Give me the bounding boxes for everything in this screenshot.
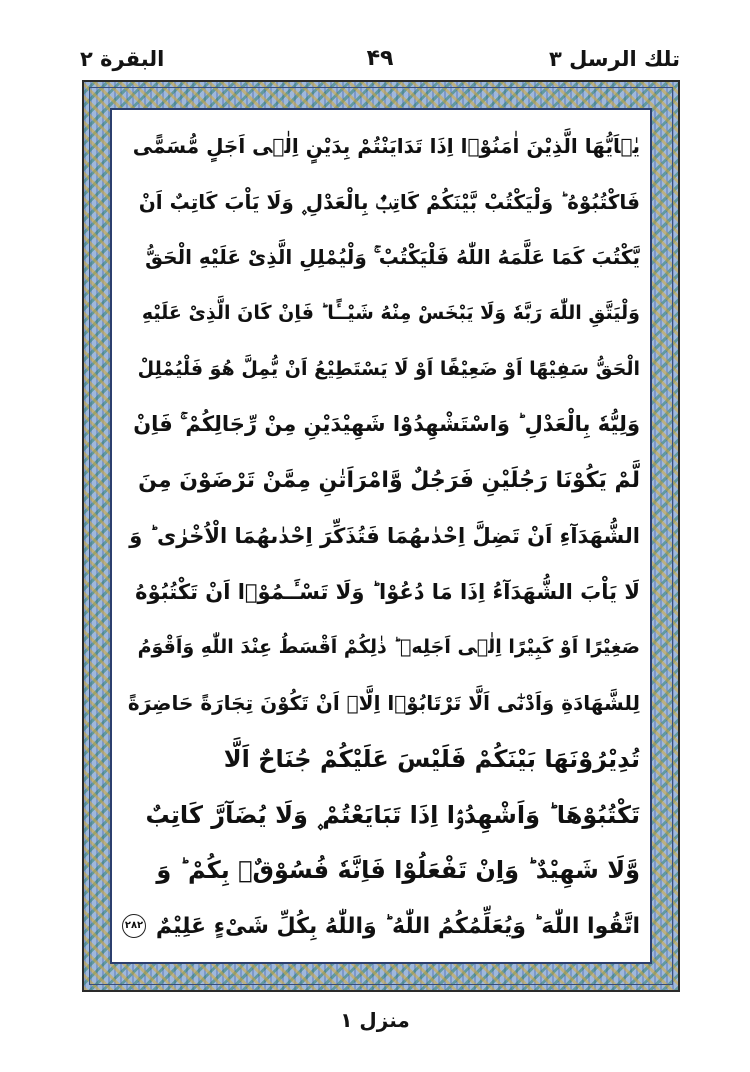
verse-line [122, 341, 640, 397]
verse-text: لَا يَاْبَ الشُّهَدَآءُ اِذَا مَا دُعُوْا ؕ وَلَا تَسْـَٔـمُوْۤا اَنْ تَكْتُبُوْهُ [135, 579, 640, 604]
verse-text: الْحَقُّ سَفِيْهًا اَوْ ضَعِيْفًا اَوْ لَا يَسْتَطِيْعُ اَنْ يُّمِلَّ هُوَ فَلْيُمْلِلْ [137, 357, 640, 380]
verse-text: لَّمْ يَكُوْنَا رَجُلَيْنِ فَرَجُلٌ وَّامْرَاَتٰنِ مِمَّنْ تَرْضَوْنَ مِنَ [138, 467, 640, 493]
verse-line [122, 174, 640, 230]
verse-text: لِلشَّهَادَةِ وَاَدْنٰٓى اَلَّا تَرْتَابُوْۤا اِلَّاۤ اَنْ تَكُوْنَ تِجَارَةً حَاضِرَةً [127, 691, 640, 716]
verse-line [122, 118, 640, 174]
verse-line [122, 452, 640, 508]
verse-line [122, 787, 640, 843]
ornamental-border [82, 80, 680, 992]
verse-text: فَاكْتُبُوْهُ ؕ وَلْيَكْتُبْ بَّيْنَكُمْ كَاتِبٌۢ بِالْعَدْلِ ۪ وَلَا يَاْبَ كَاتِبٌ اَنْ [138, 189, 640, 214]
verse-line [122, 229, 640, 285]
verse-line [122, 843, 640, 899]
verse-lines [122, 118, 640, 954]
verse-line [122, 285, 640, 341]
page-number: ۴۹ [366, 46, 394, 71]
surah-name: البقرة ٢ [80, 47, 165, 71]
manzil-label: منزل ۱ [340, 1008, 410, 1032]
verse-text: تَكْتُبُوْهَا ؕ وَاَشْهِدُوْۤا اِذَا تَبَايَعْتُمْ ۪ وَلَا يُضَآرَّ كَاتِبٌ [145, 800, 640, 829]
verse-line [122, 397, 640, 453]
verse-line [122, 898, 640, 954]
juz-name: تلك الرسل ٣ [548, 47, 680, 71]
verse-line [122, 620, 640, 676]
verse-text: صَغِيْرًا اَوْ كَبِيْرًا اِلٰۤى اَجَلِهٖ ؕ ذٰلِكُمْ اَقْسَطُ عِنْدَ اللّٰهِ وَاَقْوَمُ [137, 636, 640, 659]
verse-line [122, 508, 640, 564]
verse-line [122, 731, 640, 787]
verse-text: الشُّهَدَآءِ اَنْ تَضِلَّ اِحْدٰٮهُمَا فَتُذَكِّرَ اِحْدٰٮهُمَا الْاُخْرٰى ؕ وَ [129, 524, 640, 548]
verse-text: يٰۤاَيُّهَا الَّذِيْنَ اٰمَنُوْۤا اِذَا تَدَايَنْتُمْ بِدَيْنٍ اِلٰۤى اَجَلٍ مُّسَمًّى [132, 133, 640, 158]
verse-text: وَلِيُّهٗ بِالْعَدْلِ ؕ وَاسْتَشْهِدُوْا شَهِيْدَيْنِ مِنْ رِّجَالِكُمْ ۚ فَاِنْ [133, 412, 640, 437]
verse-text: يَّكْتُبَ كَمَا عَلَّمَهُ اللّٰهُ فَلْيَكْتُبْ ۚ وَلْيُمْلِلِ الَّذِىْ عَلَيْهِ الْحَقُّ [145, 245, 640, 270]
page-header [80, 44, 680, 78]
text-panel [110, 108, 652, 964]
verse-text: تُدِيْرُوْنَهَا بَيْنَكُمْ فَلَيْسَ عَلَيْكُمْ جُنَاحٌ اَلَّا [223, 744, 640, 773]
verse-text: وَّلَا شَهِيْدٌ ؕ وَاِنْ تَفْعَلُوْا فَاِنَّهٗ فُسُوْقٌۢ بِكُمْ ؕ وَ [156, 856, 640, 885]
verse-line [122, 675, 640, 731]
verse-line [122, 564, 640, 620]
ayah-end-marker: ۲۸۲ [122, 914, 146, 938]
verse-text: اتَّقُوا اللّٰهَ ؕ وَيُعَلِّمُكُمُ اللّٰهُ ؕ وَاللّٰهُ بِكُلِّ شَىْءٍ عَلِيْمٌ [155, 913, 640, 939]
verse-text: وَلْيَتَّقِ اللّٰهَ رَبَّهٗ وَلَا يَبْخَسْ مِنْهُ شَيْــًٔا ؕ فَاِنْ كَانَ الَّذِىْ عَلَيْهِ [141, 302, 640, 325]
